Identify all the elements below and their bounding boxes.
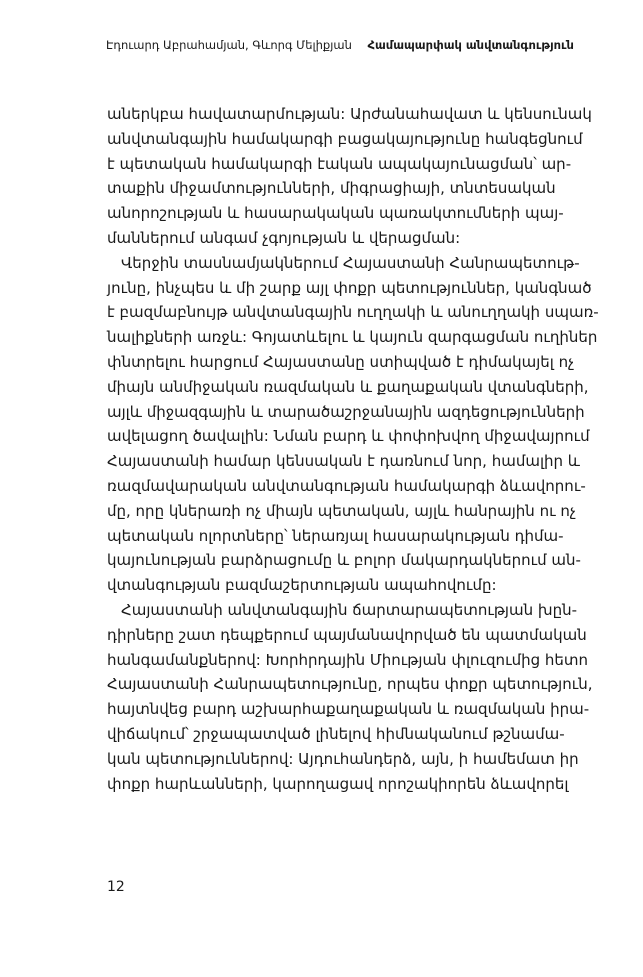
text-line: աներկբա հավատարմության: Արժանահավատ և կենսունակ — [107, 105, 592, 123]
text-line: Հայաստանի անվտանգային ճարտարապետության խըն- — [121, 600, 578, 619]
text-line: անորոշության և հասարակական պառակտումների պայ- — [107, 204, 564, 223]
text-line: պետական ոլորտները՝ ներառյալ հասարակության դիմա- — [107, 526, 564, 545]
text-line: կան պետություններով: Այդուհանդերձ, այն, ի համեմատ իր — [107, 749, 579, 768]
text-line: դիրները շատ դեպքերում պայմանավորված են պատմական — [107, 625, 587, 644]
text-line: հայտնվեց բարդ աշխարհաքաղաքական և ռազմական իրա- — [107, 700, 590, 719]
text-line: մաններում անգամ չգոյության և վերացման: — [107, 228, 461, 247]
header-book-title: Համապարփակ անվտանգություն — [367, 38, 574, 52]
text-line: այլև միջազգային և տարածաշրջանային ազդեցությունների — [107, 402, 585, 421]
text-line: կայունության բարձրացումը և բոլոր մակարդակներում ան- — [107, 551, 581, 570]
text-line: ռազմավարական անվտանգության համակարգի ձևավորու- — [107, 476, 586, 495]
text-line: Վերջին տասնամյակներում Հայաստանի Հանրապետութ- — [121, 253, 580, 272]
text-line: է բազմաբնույթ անվտանգային ուղղակի և անուղղակի սպառ- — [107, 303, 599, 322]
header-authors: Էդուարդ Աբրահամյան, Գևորգ Մելիքյան — [106, 38, 352, 52]
text-line: փոքր հարևանների, կարողացավ որոշակիորեն ձևավորել — [107, 774, 569, 793]
text-line: անվտանգային համակարգի բացակայությունը հանգեցնում — [107, 129, 583, 148]
text-line: է պետական համակարգի էական ապակայունացման՝ ար- — [107, 154, 572, 173]
text-line: վիճակում՝ շրջապատված լինելով հիմնականում թշնամա- — [107, 724, 565, 743]
text-line: փնտրելու հարցում Հայաստանը ստիպված է դիմակայել ոչ — [107, 352, 575, 371]
running-header — [106, 38, 574, 52]
text-line: հանգամանքներով: Խորհրդային Միության փլուզումից հետո — [107, 650, 588, 669]
text-line: ավելացող ծավալին: Նման բարդ և փոփոխվող միջավայրում — [107, 427, 590, 446]
text-line: յունը, ինչպես և մի շարք այլ փոքր պետություններ, կանգնած — [107, 278, 592, 297]
text-line: տաքին միջամտությունների, միգրացիայի, տնտեսական — [107, 179, 556, 198]
text-line: նալիքների առջև: Գոյատևելու և կայուն զարգացման ուղիներ — [107, 328, 598, 347]
text-line: միայն անմիջական ռազմական և քաղաքական վտանգների, — [107, 377, 589, 396]
page-body — [107, 102, 599, 796]
text-line: Հայաստանի համար կենսական է դառնում նոր, համալիր և — [107, 452, 580, 471]
page-number: 12 — [107, 879, 125, 895]
text-line: մը, որը կներառի ոչ միայն պետական, այլև հանրային ու ոչ — [107, 501, 576, 520]
text-line: վտանգության բազմաշերտության ապահովումը: — [107, 576, 497, 595]
text-line: Հայաստանի Հանրապետությունը, որպես փոքր պետություն, — [107, 675, 593, 694]
